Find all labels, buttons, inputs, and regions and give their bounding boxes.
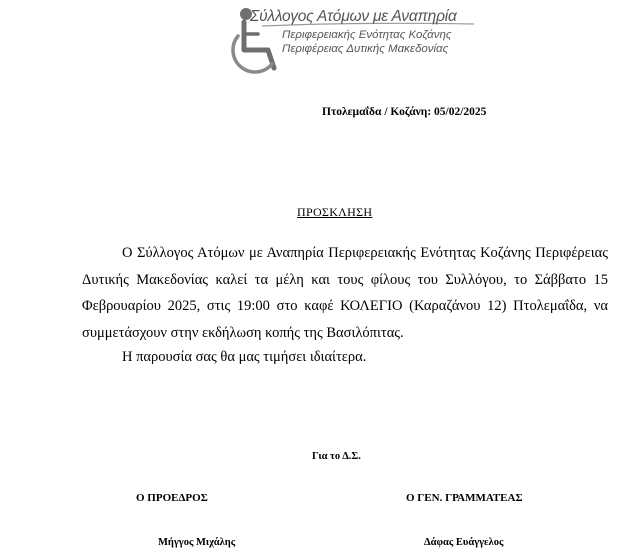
closing-paragraph: Η παρουσία σας θα μας τιμήσει ιδιαίτερα. xyxy=(122,349,367,365)
association-logo xyxy=(228,2,478,80)
invitation-paragraph: Ο Σύλλογος Ατόμων με Αναπηρία Περιφερειακής Ενότητας Κοζάνης Περιφέρειας Δυτικής Μακεδονίας καλεί τα μέλη και τους φίλους του Συλλόγου, το Σάββατο 15 Φεβρουαρίου 2025, στις 19:00 στο καφέ ΚΟΛΕΓΙΟ (Καραζάνου 12) Πτολεμαΐδα, να συμμετάσχουν στην εκδήλωση κοπής της Βασιλόπιτας. xyxy=(82,245,608,341)
secretary-role: Ο ΓΕΝ. ΓΡΑΜΜΑΤΕΑΣ xyxy=(406,492,523,504)
for-board-label: Για το Δ.Σ. xyxy=(312,451,361,462)
logo-subtitle-unit: Περιφερειακής Ενότητας Κοζάνης xyxy=(282,29,452,41)
president-role: Ο ΠΡΟΕΔΡΟΣ xyxy=(136,492,208,504)
date-line: Πτολεμαΐδα / Κοζάνη: 05/02/2025 xyxy=(322,106,487,118)
secretary-name: Δάφας Ευάγγελος xyxy=(424,537,504,548)
president-name: Μήγγος Μιχάλης xyxy=(158,537,236,548)
logo-title: Σύλλογος Ατόμων με Αναπηρία xyxy=(250,8,457,25)
invitation-heading: ΠΡΟΣΚΛΗΣΗ xyxy=(297,205,373,219)
logo-subtitle-region: Περιφέρειας Δυτικής Μακεδονίας xyxy=(282,43,449,55)
